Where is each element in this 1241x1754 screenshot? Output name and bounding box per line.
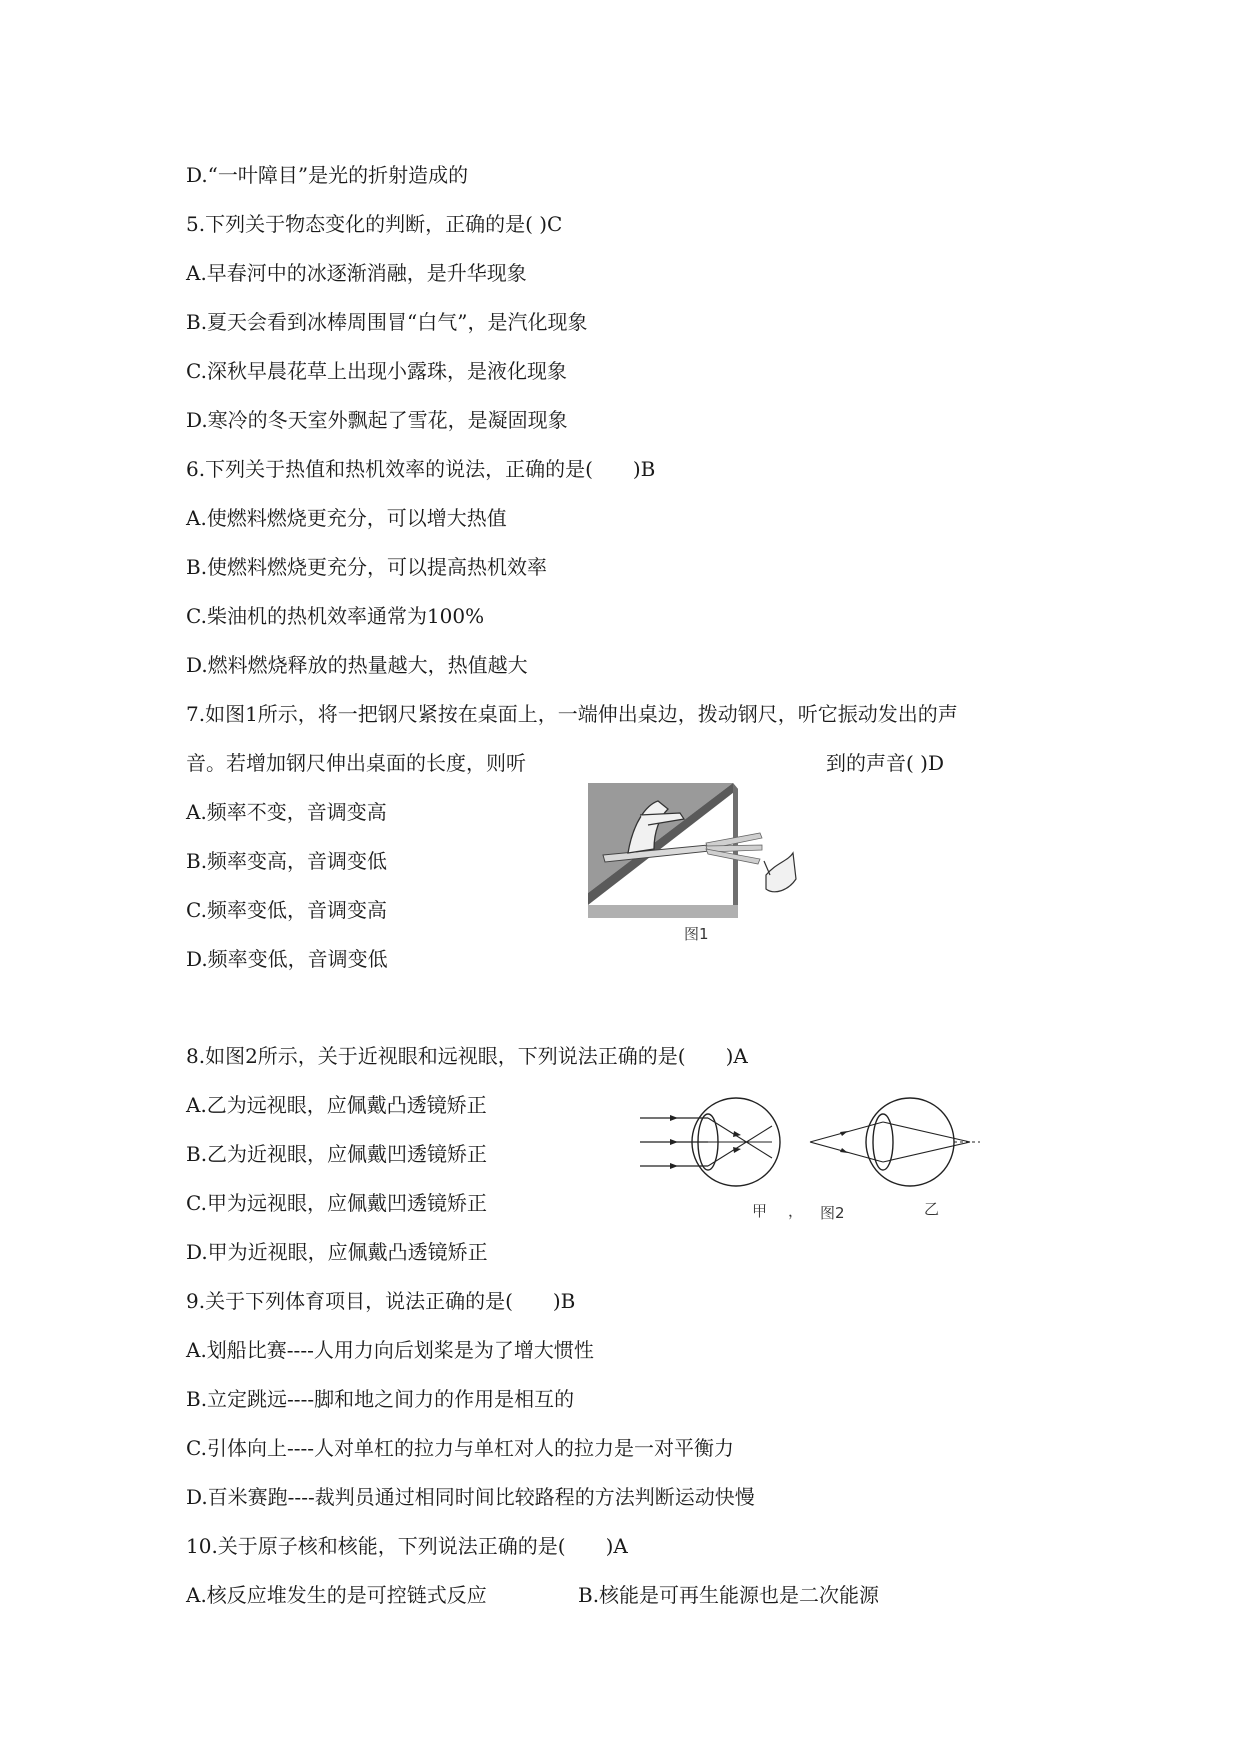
- question-6: 6.下列关于热值和热机效率的说法，正确的是( )B: [186, 457, 656, 481]
- figure-1-label: 图1: [684, 925, 709, 943]
- option-10a: A.核反应堆发生的是可控链式反应: [186, 1583, 487, 1607]
- option-5c: C.深秋早晨花草上出现小露珠，是液化现象: [186, 359, 567, 383]
- option-9a: A.划船比赛----人用力向后划桨是为了增大惯性: [186, 1338, 594, 1362]
- question-9: 9.关于下列体育项目，说法正确的是( )B: [186, 1289, 576, 1313]
- option-8a: A.乙为远视眼，应佩戴凸透镜矫正: [186, 1093, 487, 1117]
- option-6d: D.燃料燃烧释放的热量越大，热值越大: [186, 653, 528, 677]
- option-7a: A.频率不变，音调变高: [186, 800, 387, 824]
- option-9d: D.百米赛跑----裁判员通过相同时间比较路程的方法判断运动快慢: [186, 1485, 755, 1509]
- eye-yi-globe: [866, 1098, 954, 1186]
- option-6b: B.使燃料燃烧更充分，可以提高热机效率: [186, 555, 548, 579]
- option-9c: C.引体向上----人对单杠的拉力与单杠对人的拉力是一对平衡力: [186, 1436, 734, 1460]
- option-5a: A.早春河中的冰逐渐消融，是升华现象: [186, 261, 527, 285]
- option-8c: C.甲为远视眼，应佩戴凹透镜矫正: [186, 1191, 487, 1215]
- question-7: 7.如图1所示，将一把钢尺紧按在桌面上，一端伸出桌边，拨动钢尺，听它振动发出的声: [186, 702, 958, 726]
- option-9b: B.立定跳远----脚和地之间力的作用是相互的: [186, 1387, 575, 1411]
- option-6c: C.柴油机的热机效率通常为100%: [186, 604, 485, 628]
- ruler-desk-illustration: [588, 783, 798, 918]
- option-6a: A.使燃料燃烧更充分，可以增大热值: [186, 506, 507, 530]
- eye-diagrams-illustration: [640, 1090, 1000, 1200]
- figure-1: [588, 783, 798, 943]
- option-7c: C.频率变低，音调变高: [186, 898, 387, 922]
- option-5b: B.夏天会看到冰棒周围冒“白气”，是汽化现象: [186, 310, 588, 334]
- option-7b: B.频率变高，音调变低: [186, 849, 388, 873]
- question-7-continued: 音。若增加钢尺伸出桌面的长度，则听: [186, 751, 526, 775]
- question-5: 5.下列关于物态变化的判断，正确的是( )C: [186, 212, 563, 236]
- figure-2: [640, 1090, 1000, 1225]
- figure-2-separator: ，: [788, 1202, 804, 1220]
- option-8d: D.甲为近视眼，应佩戴凸透镜矫正: [186, 1240, 488, 1264]
- option-5d: D.寒冷的冬天室外飘起了雪花，是凝固现象: [186, 408, 568, 432]
- figure-2-label: 图2: [820, 1204, 845, 1222]
- figure-2-left-label: 甲: [752, 1202, 768, 1220]
- option-7d: D.频率变低，音调变低: [186, 947, 388, 971]
- option-10b: B.核能是可再生能源也是二次能源: [578, 1583, 880, 1607]
- question-10: 10.关于原子核和核能，下列说法正确的是( )A: [186, 1534, 628, 1558]
- option-8b: B.乙为近视眼，应佩戴凹透镜矫正: [186, 1142, 488, 1166]
- figure-2-right-label: 乙: [924, 1200, 940, 1218]
- option-4d: D.“一叶障目”是光的折射造成的: [186, 163, 469, 187]
- question-7-answer: 到的声音( )D: [826, 751, 944, 775]
- question-8: 8.如图2所示，关于近视眼和远视眼，下列说法正确的是( )A: [186, 1044, 748, 1068]
